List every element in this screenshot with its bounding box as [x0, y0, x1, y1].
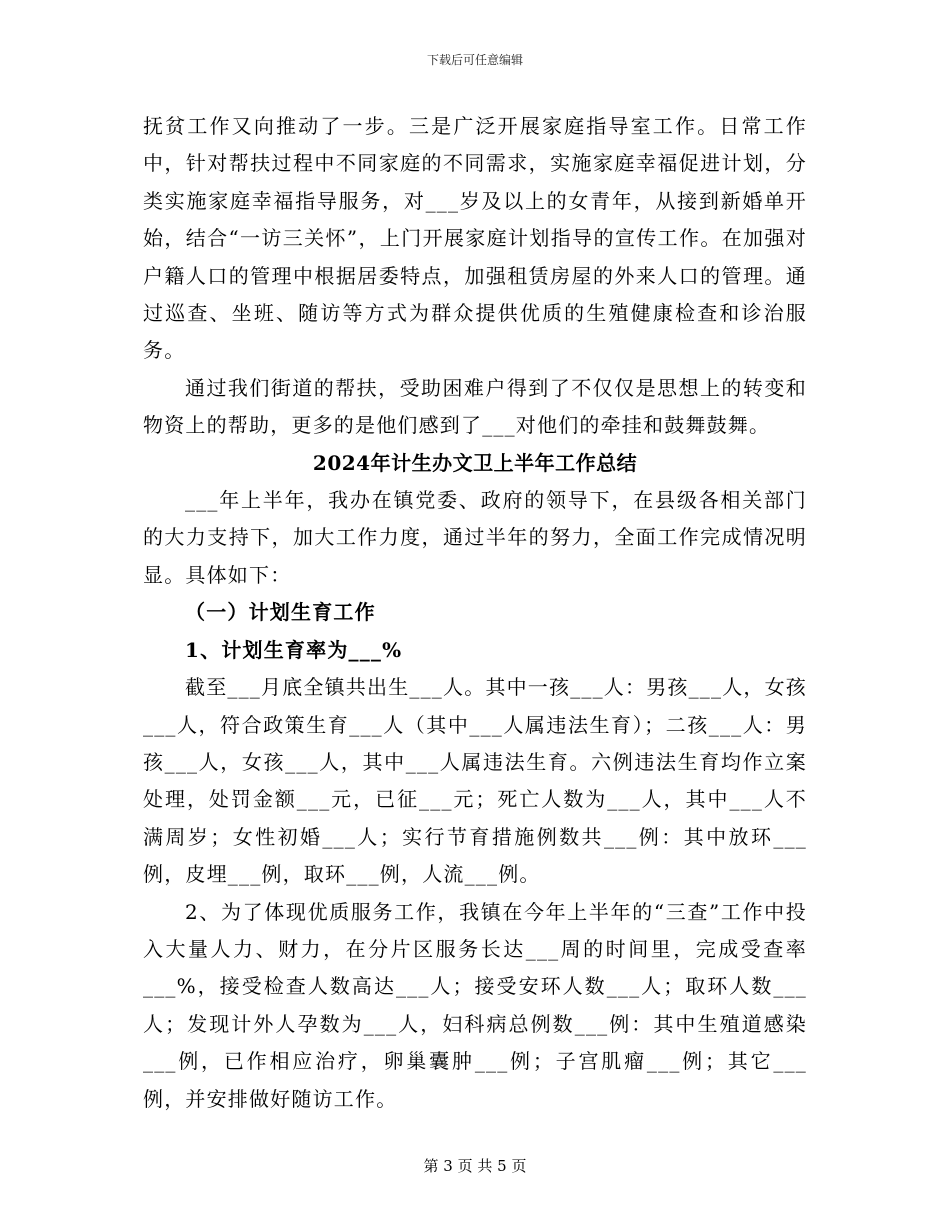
paragraph-birth-statistics: 截至___月底全镇共出生___人。其中一孩___人：男孩___人，女孩___人，符合政策生育___人（其中___人属违法生育）；二孩___人：男孩___人，女孩___人，其中___人属违法生育。六例违法生育均作立案处理，处罚金额___元，已征___元；死亡人数为___人，其中___人不满周岁；女性初婚___人；实行节育措施例数共___例：其中放环___例，皮埋___例，取环___例，人流___例。	[143, 675, 807, 887]
page-footer: 第 3 页 共 5 页	[423, 1157, 527, 1175]
heading-birth-rate: 1、计划生育率为___%	[185, 637, 403, 662]
document-body	[143, 108, 807, 1118]
paragraph-quality-service: 2、为了体现优质服务工作，我镇在今年上半年的“三查”工作中投入大量人力、财力，在分片区服务长达___周的时间里，完成受查率___%，接受检查人数高达___人；接受安环人数___人；取环人数___人；发现计外人孕数为___人，妇科病总例数___例：其中生殖道感染___例，已作相应治疗，卵巢囊肿___例；子宫肌瘤___例；其它___例，并安排做好随访工作。	[143, 899, 807, 1111]
paragraph-assistance-result: 通过我们街道的帮扶，受助困难户得到了不仅仅是思想上的转变和物资上的帮助，更多的是他们感到了___对他们的牵挂和鼓舞鼓舞。	[143, 375, 807, 438]
section-title: 2024年计生办文卫上半年工作总结	[312, 450, 638, 475]
paragraph-poverty-relief: 抚贫工作又向推动了一步。三是广泛开展家庭指导室工作。日常工作中，针对帮扶过程中不同家庭的不同需求，实施家庭幸福促进计划，分类实施家庭幸福指导服务，对___岁及以上的女青年，从接到新婚单开始，结合“一访三关怀”，上门开展家庭计划指导的宣传工作。在加强对户籍人口的管理中根据居委特点，加强租赁房屋的外来人口的管理。通过巡查、坐班、随访等方式为群众提供优质的生殖健康检查和诊治服务。	[143, 114, 807, 363]
page-header: 下载后可任意编辑	[426, 53, 523, 67]
heading-family-planning: （一）计划生育工作	[185, 600, 376, 625]
paragraph-intro: ___年上半年，我办在镇党委、政府的领导下，在县级各相关部门的大力支持下，加大工作力度，通过半年的努力，全面工作完成情况明显。具体如下：	[143, 488, 807, 587]
